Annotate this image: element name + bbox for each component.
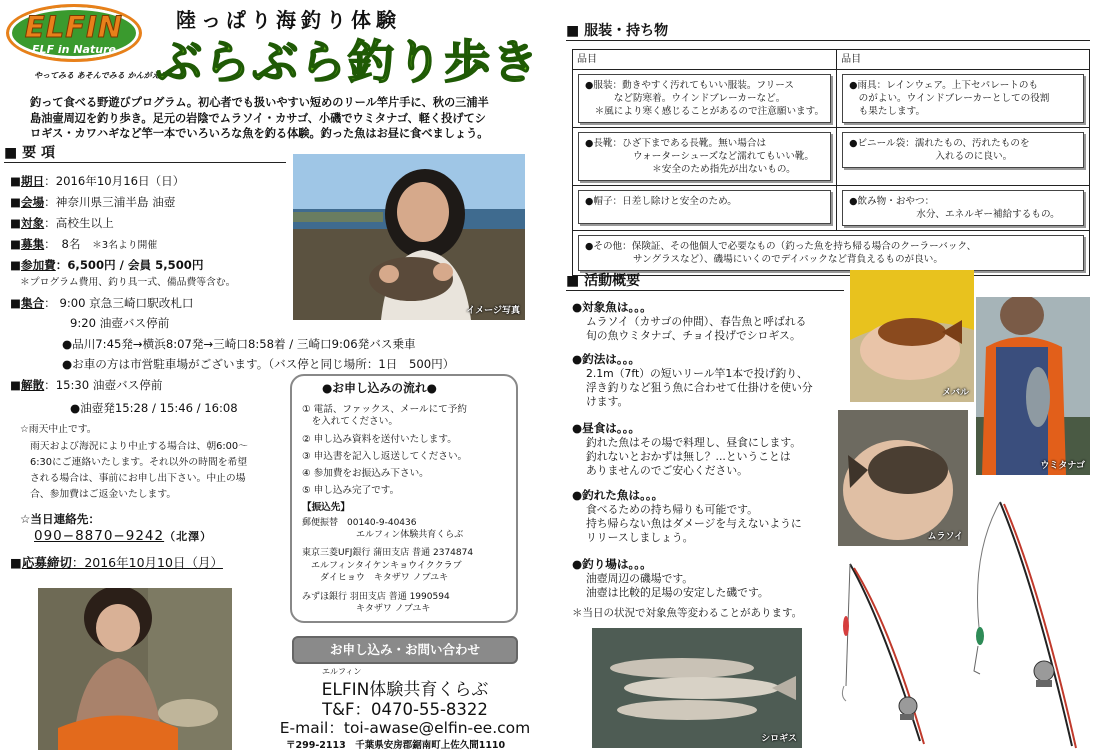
kit-table	[572, 49, 1090, 276]
inquiry-banner: お申し込み・お問い合わせ	[292, 636, 518, 664]
logo-text: ELFIN	[24, 10, 124, 44]
shirogisu-photo	[592, 628, 802, 748]
kit-item-plastic-bag: ●ビニール袋：濡れたもの、汚れたものを 入れるのに良い。	[842, 132, 1084, 168]
flow-step: ① 電話、ファックス、メールにて予約	[302, 404, 467, 415]
end-row: ■解散：15:30 油壺バス停前	[10, 378, 163, 392]
activity-lunch: ●昼食は。。。 釣れた魚はその場で料理し、昼食にします。 釣れないとおかずは無し？...ということは ありませんのでご安心ください。	[572, 421, 802, 477]
murasoi-caption: ムラソイ	[927, 532, 963, 542]
activity-spot: ●釣り場は。。。 油壺周辺の磯場です。 油壺は比較的足場の安定した磯です。	[572, 557, 769, 599]
contact-heading: ☆当日連絡先：	[20, 512, 100, 526]
kit-item-raingear: ●雨具：レインウェア。上下セパレートのも のがよい。ウインドブレーカーとしての役割 も果たします。	[842, 74, 1084, 123]
mebaru-caption: メバル	[942, 388, 969, 398]
main-photo	[293, 154, 525, 320]
activity-target-fish: ●対象魚は。。。 ムラソイ（カサゴの仲間）、春告魚と呼ばれる 旬の魚ウミタナゴ、チョイ投げでシロギス。	[572, 300, 807, 342]
flow-step: ⑤ 申し込み完了です。	[302, 485, 400, 496]
capacity-row: ■募集： 8名 ＊3名より開催	[10, 237, 158, 251]
umitanago-photo	[976, 297, 1090, 475]
title-small: 陸っぱり海釣り体験	[176, 8, 401, 32]
title-big: ぶらぶら釣り歩き	[156, 35, 540, 89]
fee-note: ＊プログラム費用、釣り具一式、備品費等含む。	[20, 277, 236, 288]
org-tel[interactable]: T&F：0470-55-8322	[322, 700, 488, 719]
intro-line: 島油壷周辺を釣り歩き。足元の岩陰でムラソイ・カサゴ、小磯でウミタナゴ、軽く投げてシ	[30, 111, 486, 125]
flow-title: ●お申し込みの流れ●	[322, 381, 437, 395]
org-name: ELFIN体験共育くらぶ	[321, 680, 489, 700]
participant-photo	[38, 588, 232, 750]
meet-time-2: 9:20 油壺バス停前	[70, 316, 170, 330]
bank-line: 郵便振替 00140-9-40436	[302, 518, 417, 528]
float-rig-rod-illustration	[820, 556, 930, 748]
flow-step: ③ 申込書を記入し返送してください。	[302, 451, 468, 462]
bank-line: ダイヒョウ キタザワ ノブユキ	[302, 573, 449, 583]
umitanago-caption: ウミタナゴ	[1040, 461, 1085, 471]
contact-tel-row: 090−8870−9242（北澤）	[34, 528, 213, 544]
flow-step: ② 申し込み資料を送付いたします。	[302, 434, 457, 445]
intro-line: 釣って食べる野遊びプログラム。初心者でも扱いやすい短めのリール竿片手に、秋の三浦半	[30, 96, 489, 109]
logo-subtext: ELF in Nature	[32, 43, 116, 56]
youkou-heading: ■ 要 項	[4, 144, 286, 163]
org-email[interactable]: E-mail：toi-awase@elfin-ee.com	[279, 719, 531, 737]
kit-item-clothes: ●服装：動きやすく汚れてもいい服装。フリース など防寒着。ウインドブレーカーなど。 ＊風により寒く感じることがあるので注意願います。	[578, 74, 831, 123]
activity-caught-fish: ●釣れた魚は。。。 食べるための持ち帰りも可能です。 持ち帰らない魚はダメージを与えないように リリースしましょう。	[572, 488, 802, 544]
kit-col-header: 品目	[837, 50, 1090, 70]
throw-rig-rod-illustration	[940, 496, 1090, 752]
kit-item-hat: ●帽子：日差し除けと安全のため。	[578, 190, 831, 224]
deadline-row: ■応募締切：2016年10月10日（月）	[10, 555, 223, 570]
mebaru-photo	[850, 270, 974, 402]
target-row: ■対象：高校生以上	[10, 216, 114, 230]
bank-line: 東京三菱UFJ銀行 蒲田支店 普通 2374874	[302, 548, 474, 558]
org-address: 〒299-2113 千葉県安房郡鋸南町上佐久間1110	[286, 740, 506, 751]
activity-note: ＊当日の状況で対象魚等変わることがあります。	[572, 607, 803, 619]
bank-line: キタザワ ノブユキ	[302, 604, 431, 614]
kit-heading: ■ 服装・持ち物	[566, 22, 1090, 41]
rain-heading: ☆雨天中止です。	[20, 424, 97, 435]
train-info: ●品川7:45発→横浜8:07発→三崎口8:58着 / 三崎口9:06発バス乗車	[62, 337, 416, 351]
kit-item-boots: ●長靴：ひざ下まである長靴。無い場合は ウォーターシューズなど濡れてもいい靴。 ＊安全のため指先が出ないもの。	[578, 132, 831, 181]
flow-step: を入れてください。	[302, 416, 398, 427]
photo-caption: イメージ写真	[466, 306, 520, 316]
intro-line: ロギス・カワハギなど竿一本でいろいろな魚を釣る体験。釣った魚はお昼に食べましょう。	[30, 127, 489, 140]
elfin-logo	[6, 4, 142, 62]
kit-col-header: 品目	[573, 50, 837, 70]
contact-phone[interactable]: 090−8870−9242	[34, 528, 165, 544]
logo-tagline: やってみる あそんでみる かんがえる	[34, 71, 168, 80]
shirogisu-caption: シロギス	[761, 734, 797, 744]
bank-line: みずほ銀行 羽田支店 普通 1990594	[302, 592, 450, 602]
activity-heading: ■ 活動概要	[566, 272, 844, 291]
rain-notice: 雨天および海況により中止する場合は、朝6:00～ 6:30にご連絡いたします。それ以外の時間を希望 される場合は、事前にお申し出下さい。中止の場 合、参加費はご返金いたします。	[30, 441, 248, 500]
bank-line: エルフィン体験共育くらぶ	[302, 530, 464, 540]
kit-item-other: ●その他：保険証、その他個人で必要なもの（釣った魚を持ち帰る場合のクーラーバック、 サングラスなど）、磯場にいくのでデイパックなど背負えるものが良い。	[578, 235, 1084, 271]
place-row: ■会場：神奈川県三浦半島 油壺	[10, 195, 176, 209]
activity-method: ●釣法は。。。 2.1m（7ft）の短いリール竿1本で投げ釣り、 浮き釣りなど狙う魚に合わせて仕掛けを使い分 けます。	[572, 352, 813, 408]
parking-info: ●お車の方は市営駐車場がございます。（バス停と同じ場所：1日 500円）	[62, 357, 455, 371]
flow-step: ④ 参加費をお振込み下さい。	[302, 468, 429, 479]
bank-line: エルフィンタイケンキョウイククラブ	[302, 561, 462, 571]
end-bus: ●油壺発15:28 / 15:46 / 16:08	[70, 401, 238, 415]
date-row: ■期日：2016年10月16日（日）	[10, 174, 185, 188]
kit-item-drinks: ●飲み物・おやつ： 水分、エネルギー補給するもの。	[842, 190, 1084, 226]
fee-row: ■参加費：6,500円 / 会員 5,500円	[10, 258, 204, 272]
org-ruby: エルフィン	[322, 667, 362, 676]
flow-content	[302, 402, 512, 617]
meet-row: ■集合： 9:00 京急三崎口駅改札口	[10, 296, 194, 310]
intro-text	[30, 95, 530, 142]
bank-heading: 【振込先】	[302, 502, 350, 513]
